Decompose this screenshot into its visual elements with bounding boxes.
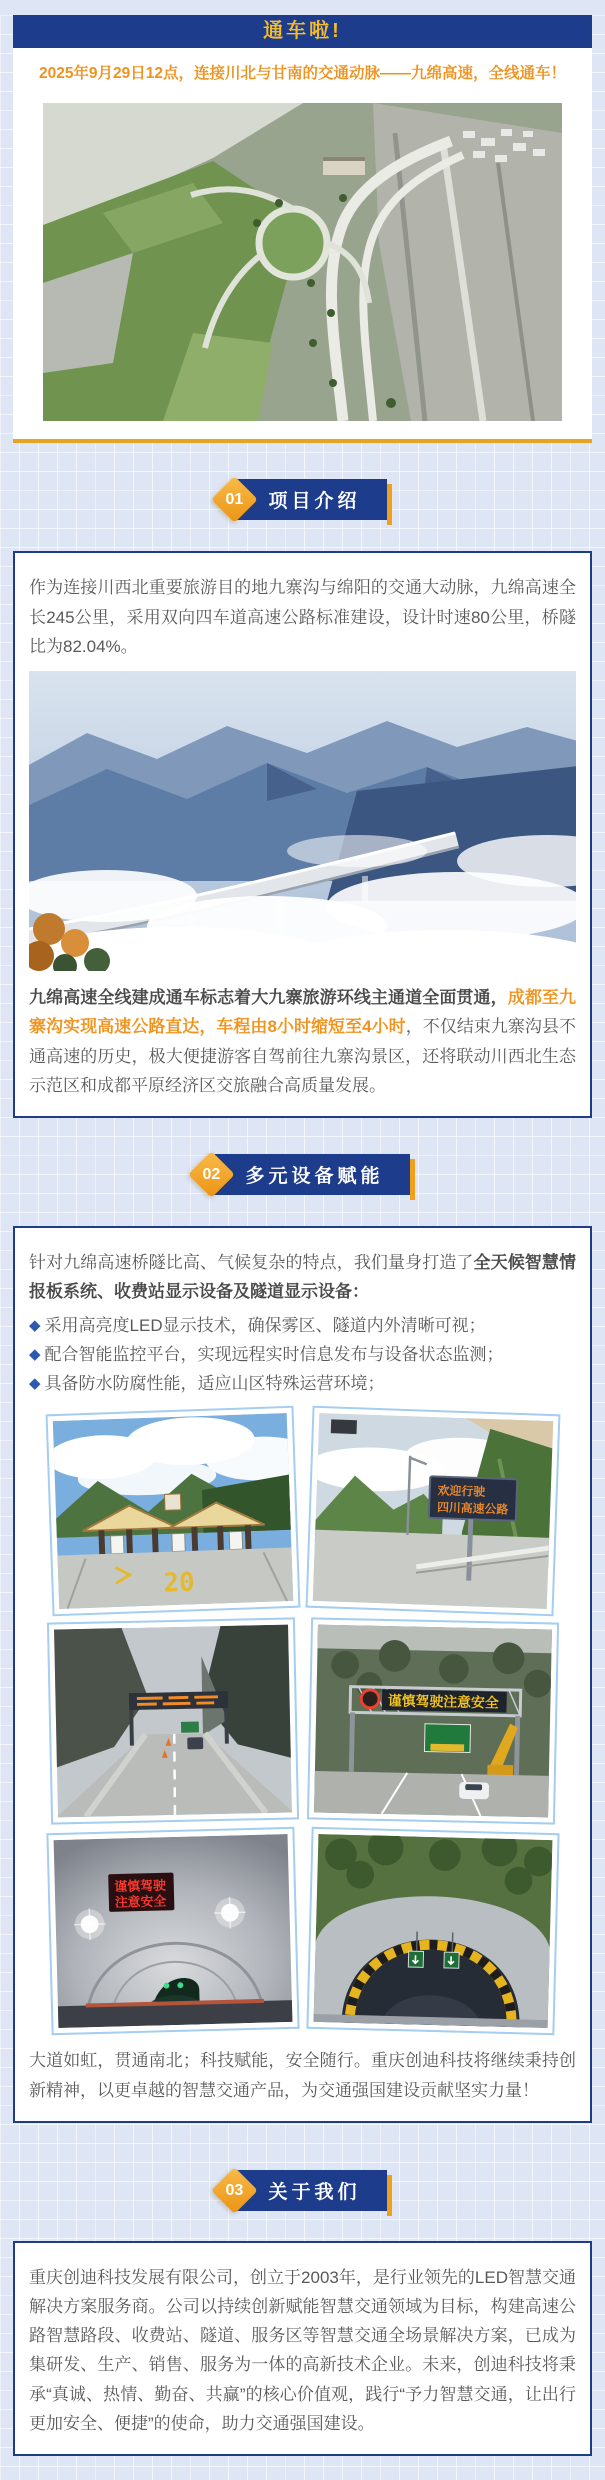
about-us-paragraph: 重庆创迪科技发展有限公司，创立于2003年，是行业领先的LED智慧交通解决方案服务商。公司以持续创新赋能智慧交通领域为目标，构建高速公路智慧路段、收费站、隧道、服务区等智慧交通全场景解决方案，已成为集研发、生产、销售、服务为一体的高新技术企业。未来，创迪科技将秉承“真诚、热情、勤奋、共赢”的核心价值观，践行“予力智慧交通，让出行更加安全、便捷”的使命，助力交通强国建设。 <box>29 2267 576 2433</box>
section-title-box-03 <box>236 2170 386 2211</box>
gantry-led-text: 谨慎驾驶注意安全 <box>387 1693 499 1712</box>
feature-bullet-list <box>29 1311 576 1399</box>
led-gantry-photo[interactable] <box>306 1618 558 1825</box>
bullet-text: 配合智能监控平台，实现远程实时信息发布与设备状态监测； <box>44 1344 504 1364</box>
bridge-clouds-photo[interactable] <box>29 671 576 971</box>
tunnel-led-line1: 谨慎驾驶 <box>113 1878 166 1896</box>
diamond-bullet-icon: ◆ <box>29 1375 41 1393</box>
equipment-intro-bold: 全天候智慧情报板系统、收费站显示设备及隧道显示设备： <box>29 1253 576 1302</box>
diamond-bullet-icon: ◆ <box>29 1345 41 1363</box>
list-item <box>29 1340 576 1369</box>
diamond-bullet-icon: ◆ <box>29 1316 41 1334</box>
section-title: 项目介绍 <box>268 490 361 512</box>
page-title: 通车啦! <box>263 20 342 42</box>
toll-station-illustration <box>52 1413 292 1609</box>
toll-road-marking: 20 <box>162 1567 195 1599</box>
equipment-intro-normal: 针对九绵高速桥隧比高、气候复杂的特点，我们量身打造了 <box>29 1253 474 1273</box>
gold-accent-bar <box>387 2175 392 2216</box>
led-gantry-illustration <box>314 1625 552 1818</box>
bullet-text: 具备防水防腐性能，适应山区特殊运营环境； <box>44 1374 385 1394</box>
section-header-02 <box>0 1151 605 1197</box>
tunnel-portal-photo[interactable] <box>306 1827 559 2035</box>
project-intro-card <box>13 551 592 1118</box>
bullet-text: 采用高亮度LED显示技术，确保雾区、隧道内外清晰可视； <box>44 1315 486 1335</box>
equipment-closing-paragraph: 大道如虹，贯通南北；科技赋能，安全随行。重庆创迪科技将继续秉持创新精神，以更卓越的智慧交通产品，为交通强国建设贡献坚实力量！ <box>29 2051 576 2100</box>
impact-bold-text: 九绵高速全线建成通车标志着大九寨旅游环线主通道全面贯通， <box>29 988 508 1008</box>
gorge-gantry-illustration <box>54 1625 292 1818</box>
section-title: 多元设备赋能 <box>245 1165 384 1187</box>
opening-announcement: 2025年9月29日12点，连接川北与甘南的交通动脉——九绵高速，全线通车！ <box>38 65 567 82</box>
header-card <box>13 15 592 443</box>
impact-highlight-text: 成都至九寨沟实现高速公路直达，车程由8小时缩短至4小时 <box>29 988 577 1037</box>
section-header-03 <box>0 2168 605 2214</box>
tunnel-led-line2: 注意安全 <box>114 1894 166 1912</box>
list-item <box>29 1369 576 1398</box>
section-title-box-01 <box>236 479 386 520</box>
equipment-intro-paragraph <box>29 1248 576 1306</box>
aerial-interchange-photo[interactable] <box>43 103 562 421</box>
impact-rest-text: ，不仅结束九寨沟县不通高速的历史，极大便捷游客自驾前往九寨沟景区，还将联动川西北生态示范区和成都平原经济区交旅融合高质量发展。 <box>29 1017 576 1095</box>
project-impact-paragraph <box>29 983 576 1100</box>
bridge-photo-illustration <box>29 671 576 971</box>
section-title: 关于我们 <box>268 2182 361 2204</box>
gorge-gantry-photo[interactable] <box>46 1618 298 1825</box>
toll-station-photo[interactable] <box>45 1406 300 1617</box>
tunnel-portal-illustration <box>313 1834 552 2028</box>
aerial-photo-illustration <box>43 103 562 421</box>
tunnel-interior-photo[interactable] <box>46 1827 299 2035</box>
section-number: 02 <box>203 1165 221 1183</box>
about-us-card <box>13 2241 592 2456</box>
section-number: 03 <box>226 2181 244 2199</box>
equipment-photo-grid <box>29 1410 576 2032</box>
article-page <box>0 15 605 2480</box>
roadside-led-sign-photo[interactable] <box>305 1406 560 1617</box>
roadside-led-line2: 四川高速公路 <box>436 1500 508 1517</box>
gold-accent-bar <box>387 484 392 525</box>
roadside-led-line1: 欢迎行驶 <box>436 1483 485 1500</box>
gold-accent-bar <box>410 1159 415 1200</box>
equipment-card <box>13 1226 592 2123</box>
list-item <box>29 1311 576 1340</box>
section-title-box-02 <box>213 1154 409 1195</box>
title-banner <box>13 15 592 48</box>
tunnel-interior-illustration <box>53 1834 292 2028</box>
section-number: 01 <box>226 490 244 508</box>
section-header-01 <box>0 476 605 522</box>
project-intro-paragraph: 作为连接川西北重要旅游目的地九寨沟与绵阳的交通大动脉，九绵高速全长245公里，采用双向四车道高速公路标准建设，设计时速80公里，桥隧比为82.04%。 <box>29 578 576 656</box>
roadside-led-illustration <box>312 1413 552 1609</box>
